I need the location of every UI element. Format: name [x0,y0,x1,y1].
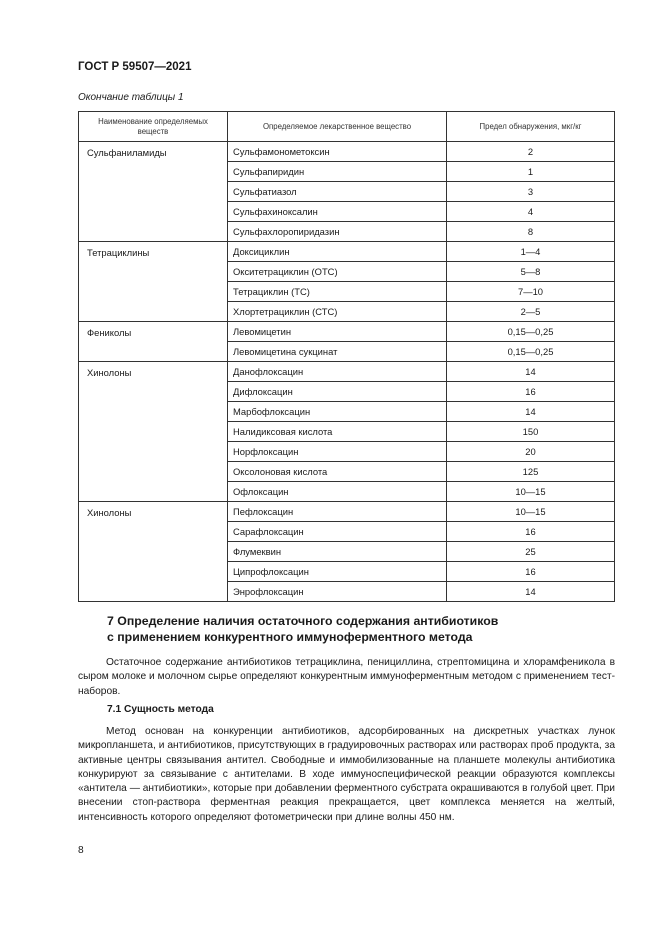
detection-limit-cell: 10—15 [447,502,615,522]
substance-cell: Сульфамонометоксин [228,142,447,162]
substance-cell: Хлортетрациклин (СТС) [228,302,447,322]
detection-limit-cell: 0,15—0,25 [447,342,615,362]
substance-cell: Сульфатиазол [228,182,447,202]
substance-cell: Тетрациклин (ТС) [228,282,447,302]
subsection-7-1-body: Метод основан на конкуренции антибиотиков, адсорбированных на дискретных участках лунок микропланшета, и антибиотиков, присутствующих в градуировочных растворах или растворах проб продукта, за активные центры связывания антител. Свободные и иммобилизованные на планшете молекулы антибиотика конкурируют за связывание с антителами. В ходе иммуноспецифической реакции образуются комплексы «антитела — антибиотики», которые при добавлении ферментного субстрата окрашиваются в голубой цвет. При внесении стоп-раствора ферментная реакция прекращается, цвет комплекса меняется на желтый, интенсивность которого определяют фотометрически при длине волны 450 нм. [78,726,615,823]
document-code: ГОСТ Р 59507—2021 [78,61,192,73]
substance-cell: Левомицетин [228,322,447,342]
table-header-row [79,112,615,142]
table-row [79,142,615,162]
detection-limit-cell: 2 [447,142,615,162]
group-name-cell: Сульфаниламиды [79,142,228,242]
substance-cell: Окситетрациклин (ОТС) [228,262,447,282]
detection-limit-cell: 1 [447,162,615,182]
section-7-intro: Остаточное содержание антибиотиков тетрациклина, пенициллина, стрептомицина и хлорамфеникола в сыром молоке и молочном сырье определяют конкурентным иммуноферментным методом с применением тест-наборов. [78,657,615,697]
column-header-group: Наименование определяемых веществ [79,112,228,142]
substance-cell: Сульфахиноксалин [228,202,447,222]
substance-cell: Ципрофлоксацин [228,562,447,582]
substance-cell: Сарафлоксацин [228,522,447,542]
table-body [79,142,615,602]
column-header-limit: Предел обнаружения, мкг/кг [447,112,615,142]
detection-limit-cell: 8 [447,222,615,242]
section-7-title-line-1: 7 Определение наличия остаточного содержания антибиотиков [107,614,499,628]
detection-limit-cell: 16 [447,382,615,402]
substance-cell: Левомицетина сукцинат [228,342,447,362]
detection-limit-cell: 7—10 [447,282,615,302]
detection-limit-cell: 5—8 [447,262,615,282]
detection-limit-cell: 14 [447,362,615,382]
detection-limit-cell: 14 [447,402,615,422]
table-caption: Окончание таблицы 1 [78,92,184,103]
table-row [79,502,615,522]
substance-cell: Сульфахлоропиридазин [228,222,447,242]
detection-limit-cell: 4 [447,202,615,222]
substance-cell: Марбофлоксацин [228,402,447,422]
subsection-7-1-title: 7.1 Сущность метода [107,704,214,715]
detection-limit-cell: 0,15—0,25 [447,322,615,342]
detection-limit-cell: 16 [447,562,615,582]
substance-cell: Оксолоновая кислота [228,462,447,482]
detection-limit-cell: 2—5 [447,302,615,322]
section-7-title-line-2: с применением конкурентного иммуноферментного метода [107,630,473,644]
detection-limit-cell: 125 [447,462,615,482]
column-header-substance: Определяемое лекарственное вещество [228,112,447,142]
group-name-cell: Фениколы [79,322,228,362]
substance-cell: Флумеквин [228,542,447,562]
substance-cell: Данофлоксацин [228,362,447,382]
detection-limit-cell: 20 [447,442,615,462]
substance-cell: Офлоксацин [228,482,447,502]
substance-cell: Налидиксовая кислота [228,422,447,442]
detection-limit-cell: 10—15 [447,482,615,502]
group-name-cell: Хинолоны [79,362,228,502]
substance-cell: Доксициклин [228,242,447,262]
detection-limit-cell: 3 [447,182,615,202]
substance-cell: Норфлоксацин [228,442,447,462]
substance-cell: Пефлоксацин [228,502,447,522]
substance-cell: Дифлоксацин [228,382,447,402]
detection-limit-cell: 1—4 [447,242,615,262]
detection-limits-table [78,111,615,602]
substance-cell: Сульфапиридин [228,162,447,182]
section-7-title [107,613,617,645]
table-row [79,362,615,382]
table-row [79,242,615,262]
detection-limit-cell: 150 [447,422,615,442]
group-name-cell: Тетрациклины [79,242,228,322]
substance-cell: Энрофлоксацин [228,582,447,602]
table-row [79,322,615,342]
detection-limit-cell: 16 [447,522,615,542]
detection-limit-cell: 25 [447,542,615,562]
group-name-cell: Хинолоны [79,502,228,602]
page-number: 8 [78,845,84,856]
detection-limit-cell: 14 [447,582,615,602]
